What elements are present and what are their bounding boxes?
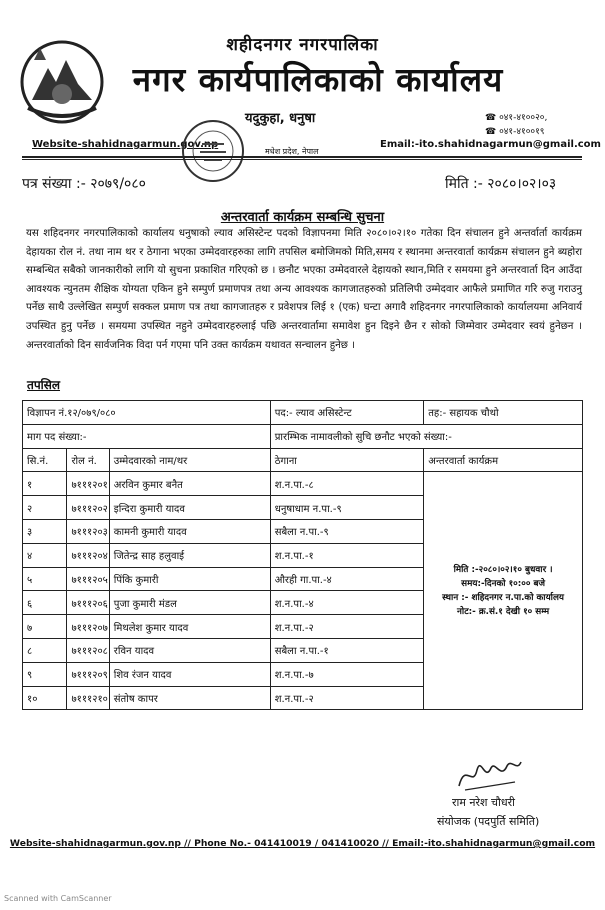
row-roll: ७१११२०८ bbox=[67, 638, 109, 662]
row-name: जितेन्द्र साह हलुवाई bbox=[109, 543, 270, 567]
row-address: सबैला न.पा.-९ bbox=[270, 519, 423, 543]
row-sn: ५ bbox=[23, 567, 67, 591]
candidate-table bbox=[22, 400, 583, 710]
row-roll: ७१११२०६ bbox=[67, 591, 109, 615]
row-roll: ७१११२०४ bbox=[67, 543, 109, 567]
row-sn: १० bbox=[23, 686, 67, 710]
row-address: औरही गा.पा.-४ bbox=[270, 567, 423, 591]
handwritten-signature bbox=[455, 752, 525, 792]
table-row bbox=[23, 472, 583, 496]
row-sn: ९ bbox=[23, 662, 67, 686]
letter-date: मिति :- २०८०।०२।०३ bbox=[445, 176, 557, 192]
row-name: पिंकि कुमारी bbox=[109, 567, 270, 591]
signer-name: राम नरेश चौधरी bbox=[452, 796, 515, 809]
row-roll: ७१११२०९ bbox=[67, 662, 109, 686]
row-name: पुजा कुमारी मंडल bbox=[109, 591, 270, 615]
row-sn: ७ bbox=[23, 615, 67, 639]
phone-2: ☎ ०४१-४१००१९ bbox=[485, 127, 545, 137]
row-address: श.न.पा.-२ bbox=[270, 686, 423, 710]
header-roll: रोल नं. bbox=[67, 448, 109, 472]
email-address[interactable]: Email:-ito.shahidnagarmun@gmail.com bbox=[380, 139, 601, 150]
row-address: श.न.पा.-७ bbox=[270, 662, 423, 686]
schedule-venue: स्थान :- शहिदनगर न.पा.को कार्यालय bbox=[442, 592, 565, 603]
row-address: धनुषाधाम न.पा.-९ bbox=[270, 496, 423, 520]
post-name: पद:- ल्याव असिस्टेन्ट bbox=[270, 401, 423, 425]
row-address: श.न.पा.-१ bbox=[270, 543, 423, 567]
row-sn: ४ bbox=[23, 543, 67, 567]
municipality-name: शहीदनगर नगरपालिका bbox=[226, 35, 379, 55]
schedule-time: समय:-दिनको १०:०० बजे bbox=[461, 578, 546, 589]
row-name: मिथलेश कुमार यादव bbox=[109, 615, 270, 639]
demand-count: माग पद संख्या:- bbox=[23, 424, 271, 448]
row-name: कामनी कुमारी यादव bbox=[109, 519, 270, 543]
row-address: श.न.पा.-२ bbox=[270, 615, 423, 639]
province: मधेश प्रदेश, नेपाल bbox=[265, 147, 319, 156]
footer-contact: Website-shahidnagarmun.gov.np // Phone No.- 041410019 / 041410020 // Email:-ito.shahidnagarmun@gmail.com bbox=[9, 838, 596, 849]
header-sn: सि.नं. bbox=[23, 448, 67, 472]
row-name: शिव रंजन यादव bbox=[109, 662, 270, 686]
header-schedule: अन्तरवार्ता कार्यक्रम bbox=[424, 448, 583, 472]
scanner-watermark: Scanned with CamScanner bbox=[4, 894, 112, 903]
phone-1: ☎ ०४१-४१००२०, bbox=[485, 113, 548, 123]
row-sn: १ bbox=[23, 472, 67, 496]
row-roll: ७१११२०७ bbox=[67, 615, 109, 639]
shortlist-count: प्रारम्भिक नामावलीको सुचि छनौट भएको संख्या:- bbox=[270, 424, 582, 448]
row-address: सबैला न.पा.-१ bbox=[270, 638, 423, 662]
row-roll: ७१११२०३ bbox=[67, 519, 109, 543]
header-divider-thin bbox=[22, 159, 582, 160]
schedule-date: मिति :-२०८०।०२।१० बुधवार । bbox=[453, 564, 553, 575]
post-level: तह:- सहायक चौथो bbox=[424, 401, 583, 425]
office-stamp bbox=[178, 116, 248, 186]
table-info-row bbox=[23, 401, 583, 425]
row-roll: ७१११२०५ bbox=[67, 567, 109, 591]
row-name: इन्दिरा कुमारी यादव bbox=[109, 496, 270, 520]
row-sn: ८ bbox=[23, 638, 67, 662]
row-sn: ३ bbox=[23, 519, 67, 543]
table-count-row bbox=[23, 424, 583, 448]
header-name: उम्मेदवारको नाम/थर bbox=[109, 448, 270, 472]
row-address: श.न.पा.-४ bbox=[270, 591, 423, 615]
row-address: श.न.पा.-८ bbox=[270, 472, 423, 496]
row-name: अरविन कुमार बनैत bbox=[109, 472, 270, 496]
table-header-row bbox=[23, 448, 583, 472]
notice-title: अन्तरवार्ता कार्यक्रम सम्बन्धि सुचना bbox=[220, 210, 385, 225]
details-label: तपसिल bbox=[27, 378, 61, 392]
notice-body: यस शहिदनगर नगरपालिकाको कार्यालय धनुषाको ल्याव असिस्टेन्ट पदको विज्ञापनमा मिति २०८०।०२।१० गतेका दिन संचालन हुने अन्तर्वार्ता कार्यक्रम देहायका रोल नं. तथा नाम थर र ठेगाना भएका उम्मेदवारहरुका लागि तपसिल बमोजिमको मिति,समय र स्थानमा अन्तरवार्ता कार्यक्रम संचालन हुने ब्यहोरा सम्बन्धित सबैको जानकारीको लागि यो सुचना प्रकाशित गरिएको छ । छनौट भएका उम्मेदवारले देहायको स्थान,मिति र समयमा हुने अन्तरवार्ता दिन आउँदा आवश्यक न्युनतम शैक्षिक योग्यता एकिन हुने सम्पुर्ण प्रमाणपत्र तथा अन्य आवश्यक कागजातहरुको प्रतिलिपी उम्मेदवार आफैले प्रमाणित गरि रुजु गराउनु पर्नेछ साथै उल्लेखित सम्पुर्ण सक्कल प्रमाण पत्र तथा कागजातहरु र प्रवेशपत्र लिई १ (एक) घन्टा अगावै शहिदनगर नगरपालिकाको कार्यालयमा अनिवार्य उपस्थित हुनु पर्नेछ । समयमा उपस्थित नहुने उम्मेदवारहरुलाई पछि अन्तरवार्तामा समावेश हुन दिइने छैन र सोको जिम्मेवार उम्मेदवार स्वयं हुनेछन । अन्तरवार्ताको दिन सार्वजनिक विदा पर्न गएमा पनि उक्त कार्यक्रम यथावत सन्चालन हुनेछ । bbox=[26, 228, 582, 351]
row-name: संतोष कापर bbox=[109, 686, 270, 710]
row-roll: ७१११२१० bbox=[67, 686, 109, 710]
office-address: यदुकुहा, धनुषा bbox=[245, 111, 316, 126]
advertisement-number: विज्ञापन नं.१२/०७९/०८० bbox=[23, 401, 271, 425]
row-name: रविन यादव bbox=[109, 638, 270, 662]
interview-schedule bbox=[424, 472, 583, 710]
office-title: नगर कार्यपालिकाको कार्यालय bbox=[132, 60, 504, 99]
row-sn: २ bbox=[23, 496, 67, 520]
website-link[interactable]: Website-shahidnagarmun.gov.np bbox=[32, 139, 219, 150]
signer-role: संयोजक (पदपुर्ति समिति) bbox=[437, 815, 540, 828]
schedule-note: नोट:- क्र.सं.१ देखी १० सम्म bbox=[457, 606, 550, 617]
row-sn: ६ bbox=[23, 591, 67, 615]
row-roll: ७१११२०२ bbox=[67, 496, 109, 520]
reference-number: पत्र संख्या :- २०७९/०८० bbox=[22, 176, 146, 192]
header-divider bbox=[22, 156, 582, 158]
row-roll: ७१११२०१ bbox=[67, 472, 109, 496]
header-address: ठेगाना bbox=[270, 448, 423, 472]
